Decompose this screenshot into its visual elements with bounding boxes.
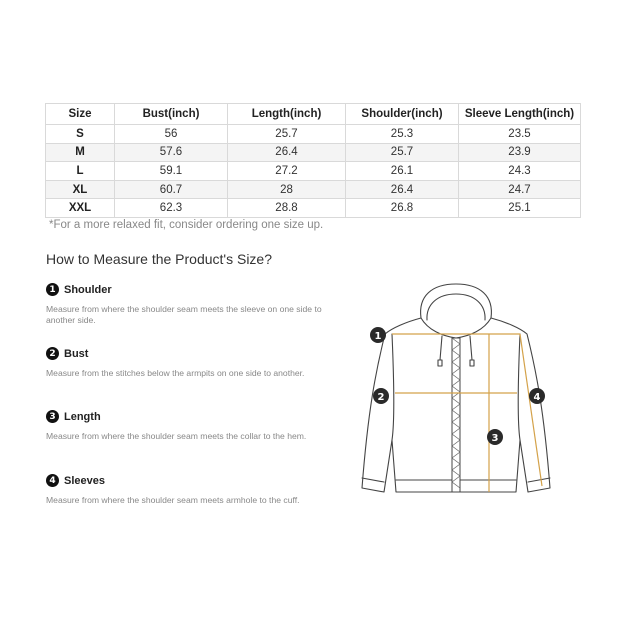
header-shoulder: Shoulder(inch) (346, 104, 459, 125)
svg-text:1: 1 (374, 331, 382, 342)
measure-description: Measure from where the shoulder seam meets the sleeve on one side to another side. (46, 304, 322, 325)
length-cell: 27.2 (228, 162, 346, 181)
header-sleeve-length: Sleeve Length(inch) (459, 104, 581, 125)
marker-3 (487, 429, 503, 445)
table-row (46, 180, 581, 199)
sleeve-cell: 24.3 (459, 162, 581, 181)
table-header-row (46, 104, 581, 125)
shoulder-cell: 25.3 (346, 125, 459, 144)
shoulder-cell: 26.4 (346, 180, 459, 199)
measure-item-sleeves (46, 474, 331, 506)
measure-description: Measure from the stitches below the armpits on one side to another. (46, 368, 305, 378)
bust-cell: 57.6 (115, 143, 228, 162)
svg-text:2: 2 (377, 392, 385, 403)
measure-title: Bust (64, 347, 89, 360)
svg-text:4: 4 (533, 392, 541, 403)
hoodie-measurement-diagram (355, 276, 565, 502)
measure-description: Measure from where the shoulder seam meets armhole to the cuff. (46, 495, 300, 505)
number-badge-2: 2 (46, 347, 59, 360)
sleeve-cell: 23.9 (459, 143, 581, 162)
header-length: Length(inch) (228, 104, 346, 125)
marker-4 (529, 388, 545, 404)
measure-title: Shoulder (64, 283, 112, 296)
svg-text:3: 3 (491, 433, 499, 444)
size-cell: XL (46, 180, 115, 199)
marker-1 (370, 327, 386, 343)
measure-description: Measure from where the shoulder seam meets the collar to the hem. (46, 431, 307, 441)
zipper (452, 338, 460, 492)
measure-item-bust (46, 347, 331, 379)
shoulder-cell: 25.7 (346, 143, 459, 162)
header-size: Size (46, 104, 115, 125)
size-cell: XXL (46, 199, 115, 218)
table-row (46, 162, 581, 181)
fit-note: *For a more relaxed fit, consider ordering one size up. (49, 219, 324, 231)
header-bust: Bust(inch) (115, 104, 228, 125)
bust-cell: 56 (115, 125, 228, 144)
length-cell: 28.8 (228, 199, 346, 218)
length-cell: 26.4 (228, 143, 346, 162)
sleeve-cell: 25.1 (459, 199, 581, 218)
bust-cell: 60.7 (115, 180, 228, 199)
number-badge-4: 4 (46, 474, 59, 487)
bust-cell: 62.3 (115, 199, 228, 218)
marker-2 (373, 388, 389, 404)
shoulder-cell: 26.8 (346, 199, 459, 218)
measure-item-shoulder (46, 283, 331, 325)
length-cell: 25.7 (228, 125, 346, 144)
size-cell: M (46, 143, 115, 162)
sleeve-cell: 24.7 (459, 180, 581, 199)
measure-item-length (46, 410, 331, 442)
measure-title: Sleeves (64, 474, 105, 487)
size-cell: S (46, 125, 115, 144)
number-badge-3: 3 (46, 410, 59, 423)
size-cell: L (46, 162, 115, 181)
length-cell: 28 (228, 180, 346, 199)
shoulder-cell: 26.1 (346, 162, 459, 181)
table-row (46, 125, 581, 144)
measure-section-title: How to Measure the Product's Size? (46, 251, 273, 267)
sleeve-cell: 23.5 (459, 125, 581, 144)
table-row (46, 199, 581, 218)
table-row (46, 143, 581, 162)
size-chart-table (45, 103, 581, 218)
number-badge-1: 1 (46, 283, 59, 296)
measure-title: Length (64, 410, 101, 423)
bust-cell: 59.1 (115, 162, 228, 181)
